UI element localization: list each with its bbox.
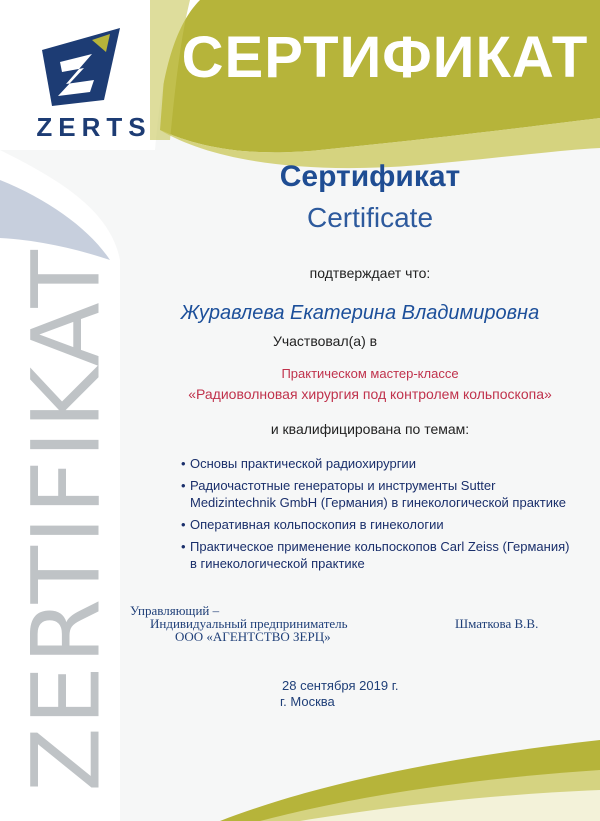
event-title: «Радиоволновая хирургия под контролем кольпоскопа» [188, 386, 552, 402]
topic-item: • Практическое применение кольпоскопов Carl Zeiss (Германия) в гинекологической практике [181, 539, 570, 571]
issue-date: 28 сентября 2019 г. [282, 678, 399, 693]
vertical-word: ZERTIFIKAT [12, 248, 122, 792]
topics-list [181, 455, 570, 577]
recipient-name: Журавлева Екатерина Владимировна [180, 302, 540, 324]
vertical-watermark [12, 240, 122, 800]
participated-text: Участвовал(а) в [272, 333, 378, 349]
title-english: Certificate [306, 202, 434, 233]
topic-item: • Радиочастотные генераторы и инструменты Sutter Medizintechnik GmbH (Германия) в гинекологической практике [181, 478, 567, 510]
event-type: Практическом мастер-классе [281, 366, 459, 381]
signatory-company: ООО «АГЕНТСТВО ЗЕРЦ» [175, 629, 331, 644]
banner-title: СЕРТИФИКАТ [181, 25, 589, 90]
topic-item: • Основы практической радиохирургии [181, 456, 416, 471]
logo-wordmark: ZERTS [36, 112, 152, 142]
signatory-title-line2: Индивидуальный предприниматель [150, 616, 348, 631]
signatory-name: Шматкова В.В. [455, 616, 539, 631]
topic-item: • Оперативная кольпоскопия в гинекологии [181, 517, 444, 532]
bullet-icon: • [181, 517, 186, 532]
bullet-icon: • [181, 478, 186, 493]
qualified-text: и квалифицирована по темам: [270, 421, 470, 437]
title-russian: Сертификат [279, 160, 461, 193]
signatory-title-line1: Управляющий – [130, 603, 220, 618]
confirms-text: подтверждает что: [309, 265, 431, 281]
bullet-icon: • [181, 539, 186, 554]
issue-city: г. Москва [280, 694, 335, 709]
bullet-icon: • [181, 456, 186, 471]
